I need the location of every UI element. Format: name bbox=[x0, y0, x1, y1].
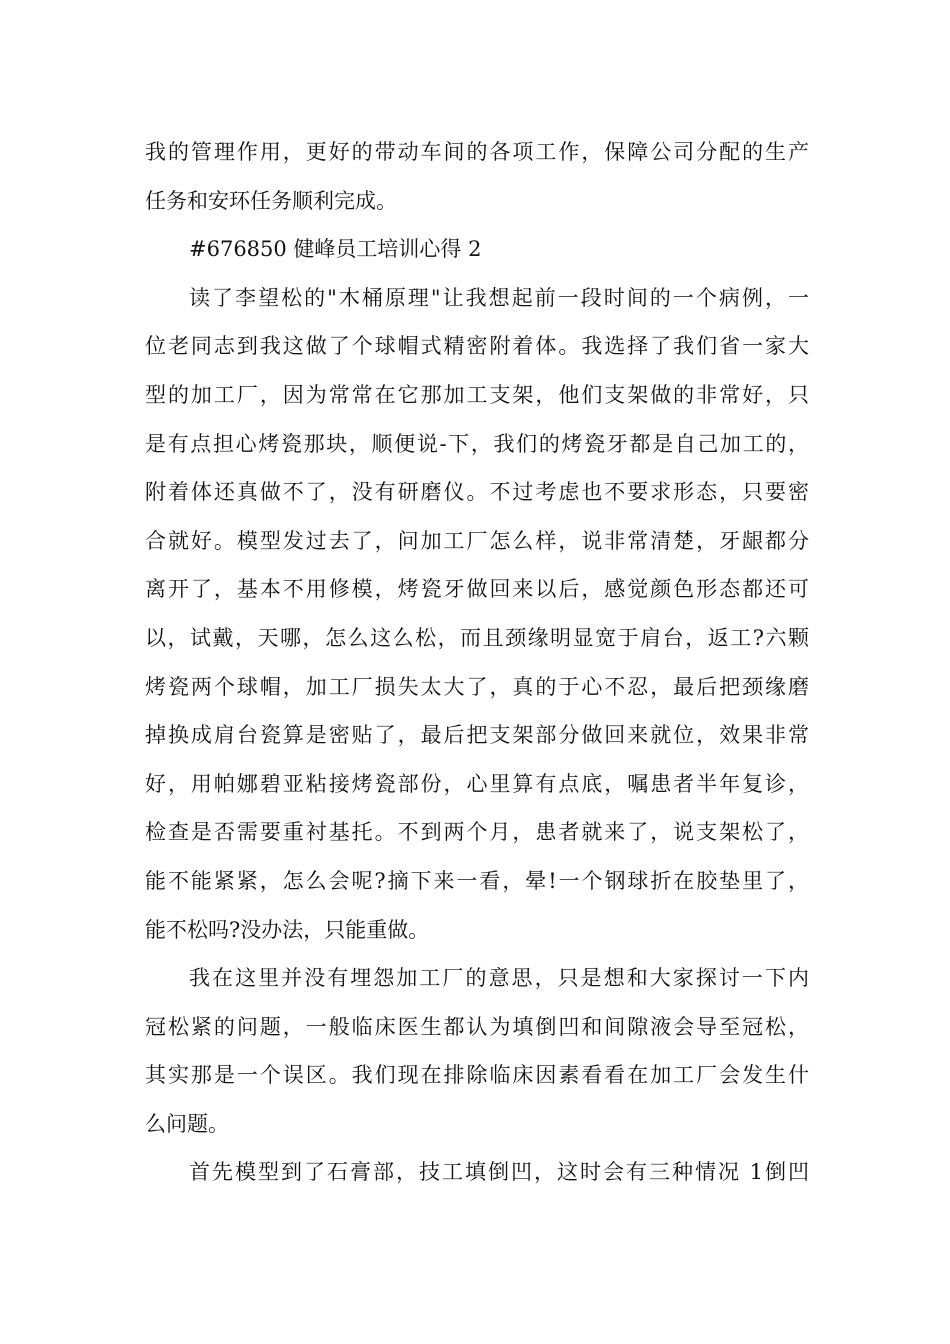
text-line: 么问题。 bbox=[145, 1111, 229, 1136]
text-line: 冠松紧的问题，一般临床医生都认为填倒凹和间隙液会导至冠松， bbox=[145, 1014, 809, 1039]
text-line: 掉换成肩台瓷算是密贴了，最后把支架部分做回来就位，效果非常 bbox=[145, 723, 809, 748]
text-line: 读了李望松的"木桶原理"让我想起前一段时间的一个病例，一 bbox=[189, 285, 809, 310]
text-line: 首先模型到了石膏部，技工填倒凹，这时会有三种情况 1倒凹 bbox=[189, 1160, 809, 1185]
text-line: 位老同志到我这做了个球帽式精密附着体。我选择了我们省一家大 bbox=[145, 334, 809, 359]
text-line: 离开了，基本不用修模，烤瓷牙做回来以后，感觉颜色形态都还可 bbox=[145, 577, 809, 602]
text-line: 检查是否需要重衬基托。不到两个月，患者就来了，说支架松了， bbox=[145, 820, 809, 845]
document-body bbox=[145, 128, 809, 1197]
text-line: 我的管理作用，更好的带动车间的各项工作，保障公司分配的生产 bbox=[145, 140, 809, 164]
text-line: #676850 健峰员工培训心得 2 bbox=[189, 237, 482, 262]
text-line: 是有点担心烤瓷那块，顺便说-下，我们的烤瓷牙都是自己加工的， bbox=[145, 431, 809, 456]
text-line: 附着体还真做不了，没有研磨仪。不过考虑也不要求形态，只要密 bbox=[145, 480, 809, 505]
text-line: 合就好。模型发过去了，问加工厂怎么样，说非常清楚，牙龈都分 bbox=[145, 528, 809, 553]
text-line: 我在这里并没有埋怨加工厂的意思，只是想和大家探讨一下内 bbox=[189, 966, 809, 991]
text-line: 好，用帕娜碧亚粘接烤瓷部份，心里算有点底，嘱患者半年复诊， bbox=[145, 771, 809, 796]
text-line: 烤瓷两个球帽，加工厂损失太大了，真的于心不忍，最后把颈缘磨 bbox=[145, 674, 809, 699]
text-line: 型的加工厂，因为常常在它那加工支架，他们支架做的非常好，只 bbox=[145, 382, 809, 407]
text-line: 以，试戴，天哪，怎么这么松，而且颈缘明显宽于肩台，返工?六颗 bbox=[145, 625, 809, 650]
text-line: 任务和安环任务顺利完成。 bbox=[145, 188, 397, 213]
text-line: 其实那是一个误区。我们现在排除临床因素看看在加工厂会发生什 bbox=[145, 1063, 809, 1088]
text-line: 能不能紧紧，怎么会呢?摘下来一看，晕!一个钢球折在胶垫里了， bbox=[145, 868, 809, 893]
text-line: 能不松吗?没办法，只能重做。 bbox=[145, 917, 430, 942]
